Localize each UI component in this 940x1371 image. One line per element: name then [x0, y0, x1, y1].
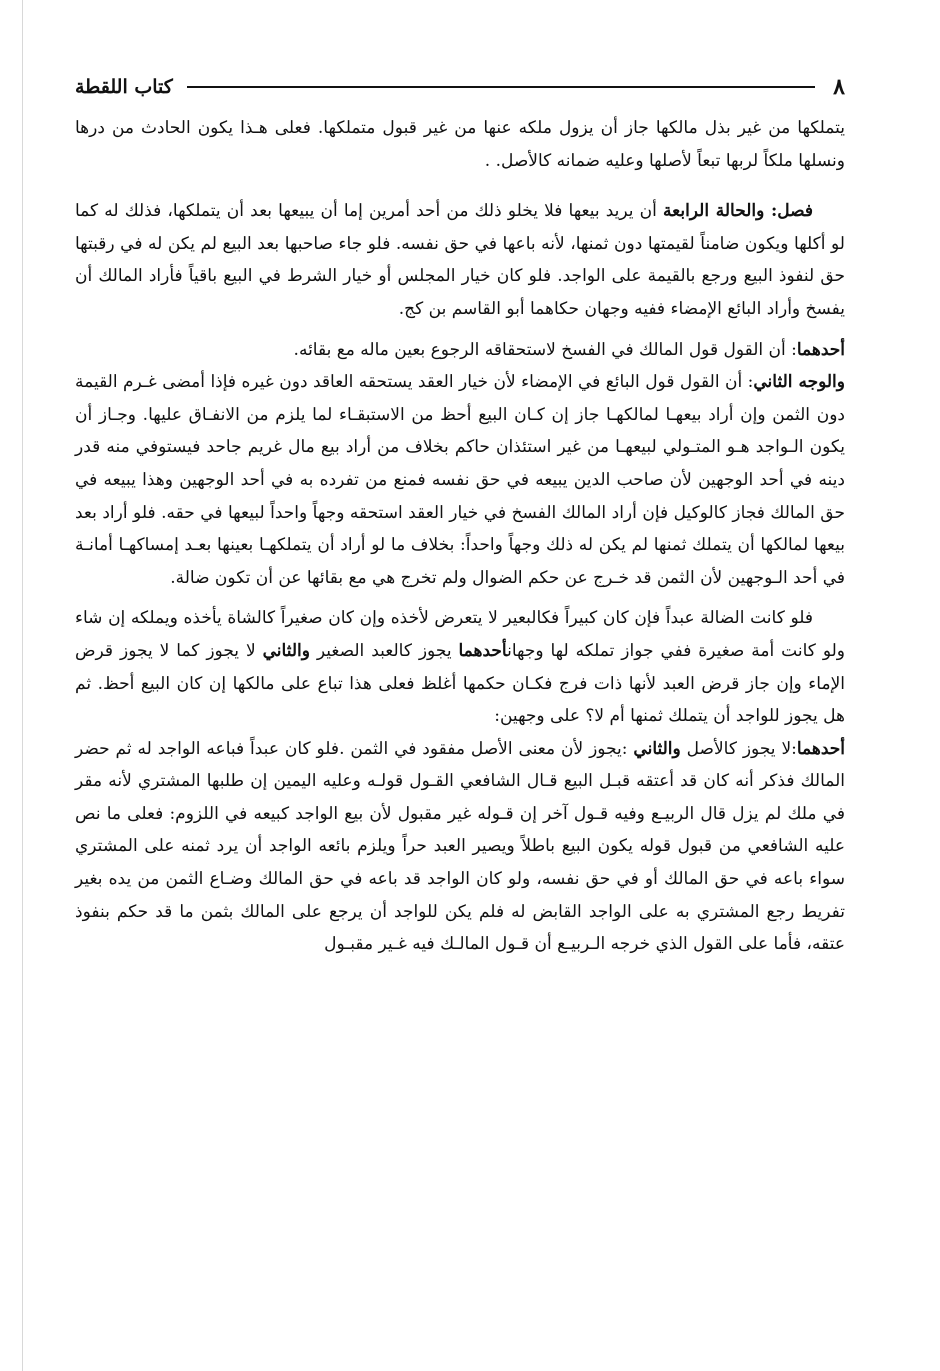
paragraph-text: :لا يجوز كالأصل: [680, 738, 797, 759]
book-title: كتاب اللقطة: [75, 76, 173, 98]
paragraph-text: :يجوز لأن معنى الأصل مفقود في الثمن .فلو كان عبداً فباعه الواجد له ثم حضر المالك فذكر أنه كان قد أعتقه قبـل البيع قـال الشافعي القـول قولـه وعليه اليمين إن طلبها المشتري لأنه مقر في ملك لم يزل قال الربيـع وفيه قـول آخر إن قـوله غير مقبول لأن بيع الواجد كبيعه في اللزوم: فعلى ما نص عليه الشافعي من قبول قوله يكون البيع باطلاً ويصير العبد حراً ويلزم بائعه الواجد أن يرد ثمنه على المشتري سواء باعه في حق المالك أو في حق نفسه، ولو كان الواجد قد باعه في حق المالك وضـاع الثمن من يده بغير تفريط رجع المشتري به على الواجد القابض له فلم يكن للواجد أن يرجع على المالك بثمن ما قد حكم بنفوذ عتقه، فأما على القول الذي خرجه الـربيـع أن قـول المالـك فيه غـير مقبـول: [75, 738, 845, 955]
paragraph-text: لا يجوز كما لا يجوز قرض الإماء وإن جاز قرض العبد لأنها ذات فرج فكـان حكمها أغلظ فعلى هذا تباع على مالكها إن كان البيع أحظ. ثم هل يجوز للواجد أن يتملك ثمنها أم لا؟ على وجهين:: [75, 640, 845, 727]
scan-edge-line: [22, 0, 23, 1371]
header-rule: [187, 86, 815, 88]
paragraph-1: [75, 112, 845, 177]
spacer: [75, 177, 845, 195]
paragraph-text: يتملكها من غير بذل مالكها جاز أن يزول ملكه عنها من غير قبول متملكها. فعلى هـذا يكون الحادث من درها ونسلها ملكاً لربها تبعاً لأصلها وعليه ضمانه كالأصل. .: [75, 118, 845, 171]
paragraph-text: : أن القول قول المالك في الفسخ لاستحقاقه الرجوع بعين ماله مع بقائه.: [293, 339, 797, 360]
book-page: [75, 70, 845, 961]
page-header: [75, 70, 845, 104]
second-view-label: والوجه الثاني: [753, 372, 845, 393]
spacer: [75, 326, 845, 334]
paragraph-3: [75, 334, 845, 367]
paragraph-text: يجوز كالعبد الصغير: [309, 640, 459, 661]
first-view-label: أحدهما: [458, 640, 508, 661]
paragraph-4: [75, 366, 845, 594]
paragraph-text: : أن القول قول البائع في الإمضاء لأن خيار العقد يستحقه العاقد دون غيره فإذا أمضى غـرم القيمة دون الثمن وإن أراد بيعهـا لمالكهـا جاز إن كـان البيع أحظ من الاستبقـاء لما يلزم من الانفـاق عليها. وجـاز أن يكون الـواجد هـو المتـولي لبيعهـا من غير استئذان حاكم بخلاف من أراد بيع مال غريم جاحد فيستوفي منه قدر دينه في أحد الوجهين لأن صاحب الدين يبيعه في حق نفسه فمنع من تفرده به في أحد الوجهين وهذا يبيعه في حق المالك فجاز كالوكيل فإن أراد المالك الفسخ في خيار العقد استحقه وجهاً واحداً لبيعها في حقه. فلو أراد بعد بيعها لمالكها أن يتملك ثمنها لم يكن له ذلك وجهاً واحداً: بخلاف ما لو أراد أن يتملكهـا بعينها بعـد إمساكهـا أمانـة في أحد الـوجهين لأن الثمن قد خـرج عن حكم الضوال ولم تخرج هي مع بقائها عن أن تكون ضالة.: [75, 372, 845, 588]
page-number: ٨: [833, 74, 845, 100]
paragraph-text: فلو كانت الضالة عبداً فإن كان كبيراً فكالبعير لا يتعرض لأخذه وإن كان صغيراً كالشاة يأخذه ويملكه إن شاء ولو كانت أمة صغيرة ففي جواز تملكه لها وجهان: [75, 608, 845, 661]
paragraph-6: [75, 733, 845, 961]
paragraph-2: [75, 195, 845, 325]
section-heading: فصل: والحالة الرابعة: [663, 201, 814, 222]
second-view-label: والثاني: [633, 738, 681, 759]
first-view-label: أحدهما: [796, 738, 846, 759]
paragraph-text: أن يريد بيعها فلا يخلو ذلك من أحد أمرين إما أن يبيعها بعد أن يتملكها، فذلك له كما لو أكلها ويكون ضامناً لقيمتها دون ثمنها، لأنه باعها في حق نفسه. فلو جاء صاحبها بعد البيع لم يكن له في رقبتها حق لنفوذ البيع ورجع بالقيمة على الواجد. فلو كان خيار المجلس أو خيار الشرط في البيع باقياً فأراد المالك أن يفسخ وأراد البائع الإمضاء ففيه وجهان حكاهما أبو القاسم بن كج.: [75, 201, 845, 319]
paragraph-5: [75, 602, 845, 732]
spacer: [75, 594, 845, 602]
spacer: [75, 104, 845, 112]
first-view-label: أحدهما: [796, 339, 845, 360]
second-view-label: والثاني: [262, 640, 310, 661]
